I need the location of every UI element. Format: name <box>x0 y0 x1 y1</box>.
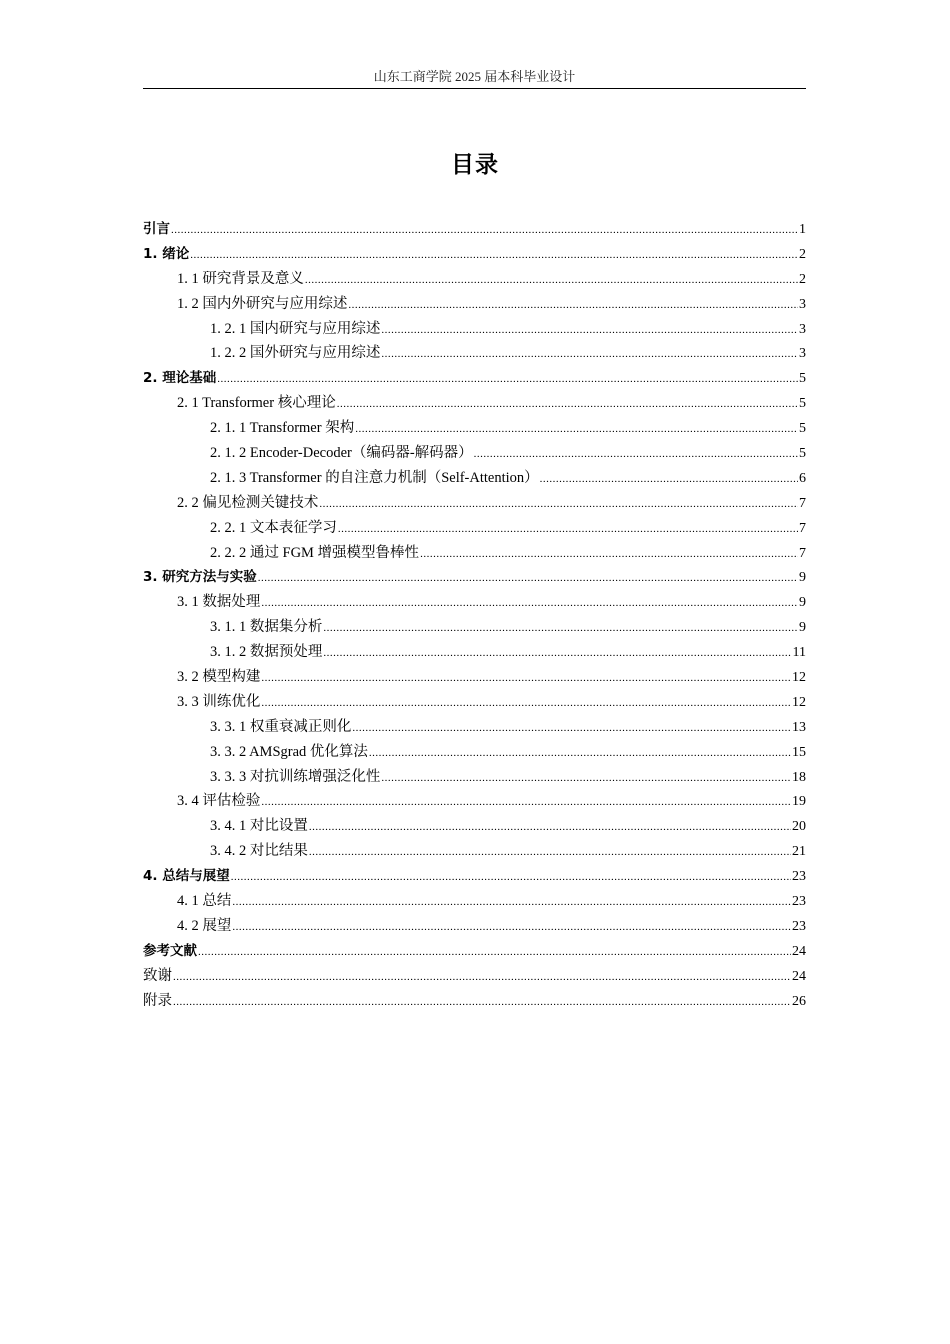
toc-entry-page-number: 20 <box>792 819 806 835</box>
toc-entry-page-number: 7 <box>799 520 806 536</box>
toc-entry-label: 2. 1. 1 Transformer 架构 <box>210 420 355 437</box>
toc-entry-label: 4. 总结与展望 <box>143 868 230 885</box>
dot-leader <box>348 293 798 318</box>
dot-leader <box>352 716 791 741</box>
toc-entry[interactable] <box>143 366 806 391</box>
dot-leader <box>369 741 791 766</box>
dot-leader <box>420 542 798 567</box>
toc-entry-label: 附录 <box>143 992 172 1009</box>
toc-entry-label: 3. 3. 1 权重衰减正则化 <box>210 718 352 735</box>
toc-entry-page-number: 2 <box>799 246 806 262</box>
page-title: 目录 <box>451 152 499 178</box>
toc-entry[interactable] <box>143 715 806 740</box>
dot-leader <box>232 890 791 915</box>
toc-entry-page-number: 23 <box>792 894 806 910</box>
toc-entry-page-number: 9 <box>799 570 806 586</box>
toc-entry[interactable] <box>143 889 806 914</box>
dot-leader <box>319 492 798 517</box>
toc-entry-page-number: 13 <box>792 719 806 735</box>
dot-leader <box>381 342 798 367</box>
dot-leader <box>258 566 798 591</box>
dot-leader <box>305 268 798 293</box>
dot-leader <box>323 616 798 641</box>
header-divider <box>143 88 806 89</box>
toc-entry-page-number: 12 <box>792 670 806 686</box>
dot-leader <box>198 940 791 965</box>
toc-entry-label: 3. 3. 3 对抗训练增强泛化性 <box>210 768 381 785</box>
toc-entry[interactable] <box>143 665 806 690</box>
toc-entry[interactable] <box>143 640 806 665</box>
toc-entry-page-number: 24 <box>792 968 806 984</box>
toc-entry-page-number: 3 <box>799 321 806 337</box>
toc-entry-page-number: 5 <box>799 396 806 412</box>
dot-leader <box>173 965 791 990</box>
toc-entry[interactable] <box>143 491 806 516</box>
toc-entry-label: 3. 4 评估检验 <box>177 793 261 810</box>
toc-entry-page-number: 3 <box>799 296 806 312</box>
dot-leader <box>261 666 791 691</box>
toc-entry-page-number: 5 <box>799 446 806 462</box>
toc-entry-label: 3. 3 训练优化 <box>177 693 261 710</box>
toc-entry[interactable] <box>143 317 806 342</box>
toc-entry[interactable] <box>143 341 806 366</box>
dot-leader <box>217 367 798 392</box>
toc-entry-page-number: 5 <box>799 421 806 437</box>
toc-entry[interactable] <box>143 217 806 242</box>
toc-entry-label: 2. 2. 1 文本表征学习 <box>210 519 337 536</box>
toc-entry[interactable] <box>143 466 806 491</box>
toc-entry[interactable] <box>143 964 806 989</box>
toc-entry-label: 4. 1 总结 <box>177 893 232 910</box>
dot-leader <box>190 243 798 268</box>
toc-entry-label: 参考文献 <box>143 942 197 959</box>
toc-entry[interactable] <box>143 765 806 790</box>
toc-entry-label: 2. 2 偏见检测关键技术 <box>177 494 319 511</box>
toc-entry-label: 2. 2. 2 通过 FGM 增强模型鲁棒性 <box>210 544 420 561</box>
toc-entry-page-number: 3 <box>799 346 806 362</box>
toc-entry[interactable] <box>143 839 806 864</box>
dot-leader <box>381 766 791 791</box>
toc-entry-page-number: 18 <box>792 769 806 785</box>
dot-leader <box>261 790 791 815</box>
toc-entry-label: 3. 4. 2 对比结果 <box>210 843 308 860</box>
dot-leader <box>540 467 798 492</box>
dot-leader <box>231 865 791 890</box>
toc-entry-label: 3. 3. 2 AMSgrad 优化算法 <box>210 743 368 760</box>
dot-leader <box>474 442 798 467</box>
toc-entry-page-number: 5 <box>799 371 806 387</box>
table-of-contents <box>143 217 806 1014</box>
toc-entry[interactable] <box>143 541 806 566</box>
dot-leader <box>173 990 791 1015</box>
toc-entry-label: 1. 2. 1 国内研究与应用综述 <box>210 320 381 337</box>
toc-entry[interactable] <box>143 242 806 267</box>
toc-entry-page-number: 2 <box>799 271 806 287</box>
toc-entry-label: 3. 1 数据处理 <box>177 594 261 611</box>
toc-entry[interactable] <box>143 391 806 416</box>
dot-leader <box>309 840 791 865</box>
toc-entry-page-number: 23 <box>792 869 806 885</box>
toc-entry[interactable] <box>143 516 806 541</box>
toc-entry-page-number: 1 <box>799 222 806 237</box>
toc-entry-label: 1. 绪论 <box>143 245 190 262</box>
toc-entry[interactable] <box>143 939 806 964</box>
toc-entry[interactable] <box>143 914 806 939</box>
toc-entry[interactable] <box>143 590 806 615</box>
toc-entry-label: 3. 研究方法与实验 <box>143 569 257 586</box>
toc-entry[interactable] <box>143 441 806 466</box>
toc-entry[interactable] <box>143 292 806 317</box>
toc-entry-label: 1. 2 国内外研究与应用综述 <box>177 295 348 312</box>
toc-entry-label: 2. 1. 2 Encoder-Decoder（编码器-解码器） <box>210 445 473 462</box>
toc-entry-label: 2. 1. 3 Transformer 的自注意力机制（Self-Attention） <box>210 469 539 486</box>
toc-entry-label: 2. 理论基础 <box>143 370 217 387</box>
toc-entry-page-number: 24 <box>792 943 806 959</box>
dot-leader <box>381 318 798 343</box>
toc-entry-page-number: 9 <box>799 595 806 611</box>
toc-entry[interactable] <box>143 416 806 441</box>
toc-entry[interactable] <box>143 267 806 292</box>
toc-entry-page-number: 12 <box>792 694 806 710</box>
toc-entry[interactable] <box>143 864 806 889</box>
toc-entry-page-number: 6 <box>799 470 806 486</box>
toc-entry-page-number: 11 <box>792 645 806 661</box>
toc-entry-label: 1. 1 研究背景及意义 <box>177 270 304 287</box>
toc-entry-label: 3. 2 模型构建 <box>177 669 261 686</box>
dot-leader <box>337 392 798 417</box>
dot-leader <box>261 591 798 616</box>
dot-leader <box>338 517 798 542</box>
page-header: 山东工商学院 2025 届本科毕业设计 <box>373 69 576 84</box>
toc-entry-page-number: 23 <box>792 918 806 934</box>
toc-entry-page-number: 15 <box>792 744 806 760</box>
toc-entry-label: 引言 <box>143 221 170 237</box>
toc-entry-label: 3. 4. 1 对比设置 <box>210 818 308 835</box>
toc-entry[interactable] <box>143 740 806 765</box>
toc-entry-label: 3. 1. 1 数据集分析 <box>210 619 323 636</box>
toc-entry-label: 3. 1. 2 数据预处理 <box>210 644 323 661</box>
toc-entry-label: 1. 2. 2 国外研究与应用综述 <box>210 345 381 362</box>
toc-entry[interactable] <box>143 989 806 1014</box>
toc-entry-page-number: 9 <box>799 620 806 636</box>
dot-leader <box>323 641 791 666</box>
toc-entry-page-number: 26 <box>792 993 806 1009</box>
toc-entry[interactable] <box>143 789 806 814</box>
dot-leader <box>309 815 791 840</box>
toc-entry[interactable] <box>143 814 806 839</box>
toc-entry-label: 2. 1 Transformer 核心理论 <box>177 395 336 412</box>
toc-entry[interactable] <box>143 690 806 715</box>
toc-entry-page-number: 19 <box>792 794 806 810</box>
toc-entry[interactable] <box>143 565 806 590</box>
dot-leader <box>261 691 791 716</box>
dot-leader <box>355 417 798 442</box>
toc-entry-label: 4. 2 展望 <box>177 917 232 934</box>
dot-leader <box>232 915 791 940</box>
dot-leader <box>171 218 798 243</box>
toc-entry-label: 致谢 <box>143 967 172 984</box>
toc-entry-page-number: 7 <box>799 495 806 511</box>
toc-entry-page-number: 21 <box>792 844 806 860</box>
toc-entry-page-number: 7 <box>799 545 806 561</box>
toc-entry[interactable] <box>143 615 806 640</box>
